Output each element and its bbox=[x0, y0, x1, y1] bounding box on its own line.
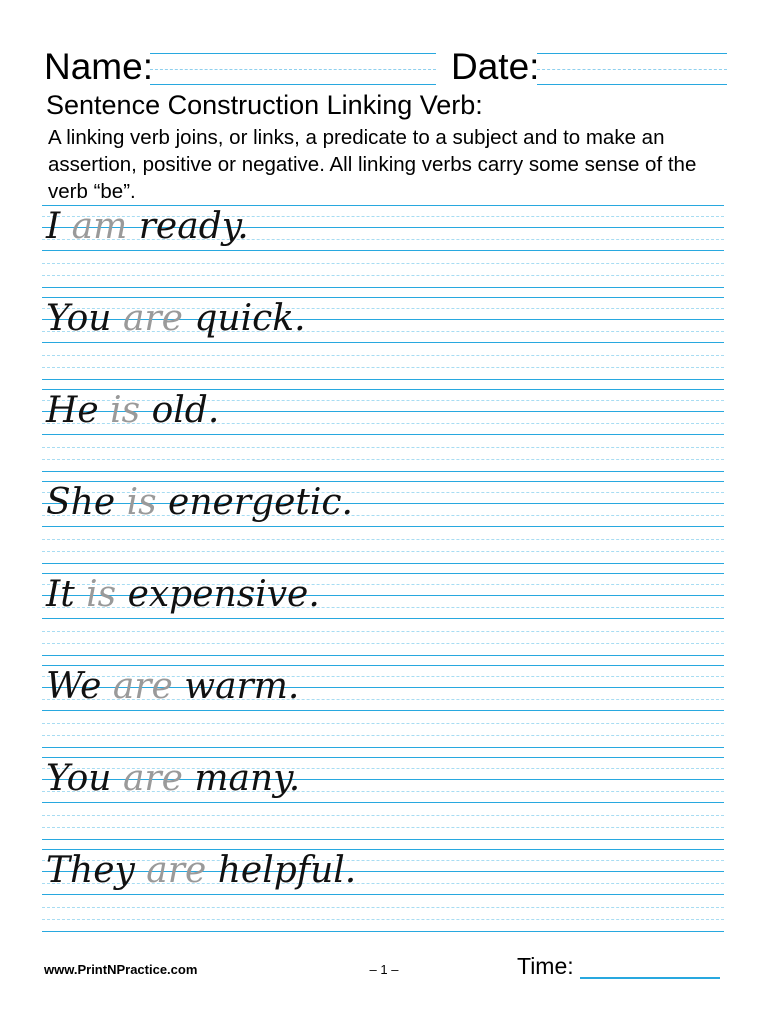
guide-dashed-line bbox=[42, 367, 724, 368]
guide-dashed-line bbox=[42, 275, 724, 276]
guide-line bbox=[42, 710, 724, 711]
time-label: Time: bbox=[517, 953, 574, 979]
cursive-sentence bbox=[46, 298, 306, 339]
guide-line bbox=[42, 618, 724, 619]
sentence-word: ready. bbox=[138, 206, 249, 247]
guide-line bbox=[42, 287, 724, 288]
guide-dashed-line bbox=[42, 355, 724, 356]
date-field[interactable] bbox=[537, 84, 727, 85]
date-label: Date: bbox=[451, 46, 540, 87]
cursive-sentence bbox=[46, 574, 320, 615]
guide-line bbox=[42, 250, 724, 251]
guide-dashed-line bbox=[42, 643, 724, 644]
practice-row[interactable] bbox=[42, 849, 724, 945]
guide-line bbox=[42, 839, 724, 840]
sentence-word: quick. bbox=[194, 298, 306, 339]
linking-verb-word: are bbox=[146, 850, 218, 891]
date-field-top-line bbox=[537, 53, 727, 54]
name-label: Name: bbox=[44, 46, 153, 87]
date-field-mid-line bbox=[537, 69, 727, 70]
guide-dashed-line bbox=[42, 723, 724, 724]
sentence-word: It bbox=[46, 574, 87, 615]
guide-line bbox=[42, 379, 724, 380]
guide-dashed-line bbox=[42, 815, 724, 816]
guide-dashed-line bbox=[42, 551, 724, 552]
guide-dashed-line bbox=[42, 263, 724, 264]
sentence-word: warm. bbox=[184, 666, 300, 707]
linking-verb-word: are bbox=[122, 298, 195, 339]
guide-line bbox=[42, 563, 724, 564]
linking-verb-word: is bbox=[110, 390, 152, 431]
guide-dashed-line bbox=[42, 907, 724, 908]
guide-dashed-line bbox=[42, 631, 724, 632]
sentence-word: He bbox=[46, 390, 111, 431]
practice-row[interactable] bbox=[42, 665, 724, 761]
guide-line bbox=[42, 747, 724, 748]
sentence-word: helpful. bbox=[217, 850, 357, 891]
guide-line bbox=[42, 931, 724, 932]
name-field-top-line bbox=[150, 53, 436, 54]
intro-paragraph: A linking verb joins, or links, a predicate to a subject and to make an assertion, positive or negative. All linking verbs carry some sense of the verb “be”. bbox=[48, 126, 697, 203]
guide-line bbox=[42, 471, 724, 472]
linking-verb-word: is bbox=[86, 574, 128, 615]
cursive-sentence bbox=[46, 758, 301, 799]
cursive-sentence bbox=[46, 482, 353, 523]
sentence-word: expensive. bbox=[127, 574, 320, 615]
name-field-mid-line bbox=[150, 69, 436, 70]
guide-line bbox=[42, 894, 724, 895]
practice-row[interactable] bbox=[42, 389, 724, 485]
guide-dashed-line bbox=[42, 919, 724, 920]
sentence-word: many. bbox=[194, 758, 301, 799]
sentence-word: We bbox=[46, 666, 113, 707]
cursive-sentence bbox=[46, 390, 220, 431]
cursive-sentence bbox=[46, 206, 249, 247]
guide-line bbox=[42, 526, 724, 527]
sentence-word: old. bbox=[151, 390, 220, 431]
linking-verb-word: are bbox=[112, 666, 185, 707]
footer-page-number: – 1 – bbox=[369, 962, 399, 977]
sentence-word: You bbox=[46, 298, 123, 339]
guide-dashed-line bbox=[42, 827, 724, 828]
guide-dashed-line bbox=[42, 735, 724, 736]
name-field[interactable] bbox=[150, 84, 436, 85]
worksheet-title: Sentence Construction Linking Verb: bbox=[46, 90, 483, 120]
sentence-word: energetic. bbox=[168, 482, 353, 523]
practice-row[interactable] bbox=[42, 205, 724, 301]
cursive-sentence bbox=[46, 850, 357, 891]
linking-verb-word: are bbox=[122, 758, 195, 799]
cursive-sentence bbox=[46, 666, 300, 707]
guide-dashed-line bbox=[42, 539, 724, 540]
time-field[interactable] bbox=[580, 977, 720, 979]
guide-dashed-line bbox=[42, 459, 724, 460]
guide-line bbox=[42, 342, 724, 343]
sentence-word: She bbox=[46, 482, 127, 523]
guide-line bbox=[42, 434, 724, 435]
sentence-word: They bbox=[46, 850, 147, 891]
linking-verb-word: is bbox=[126, 482, 169, 523]
practice-row[interactable] bbox=[42, 757, 724, 853]
guide-line bbox=[42, 802, 724, 803]
practice-row[interactable] bbox=[42, 481, 724, 577]
guide-dashed-line bbox=[42, 447, 724, 448]
practice-row[interactable] bbox=[42, 297, 724, 393]
guide-line bbox=[42, 655, 724, 656]
footer-website: www.PrintNPractice.com bbox=[44, 962, 198, 977]
sentence-word: You bbox=[46, 758, 123, 799]
sentence-word: I bbox=[46, 206, 72, 247]
linking-verb-word: am bbox=[71, 206, 139, 247]
practice-row[interactable] bbox=[42, 573, 724, 669]
